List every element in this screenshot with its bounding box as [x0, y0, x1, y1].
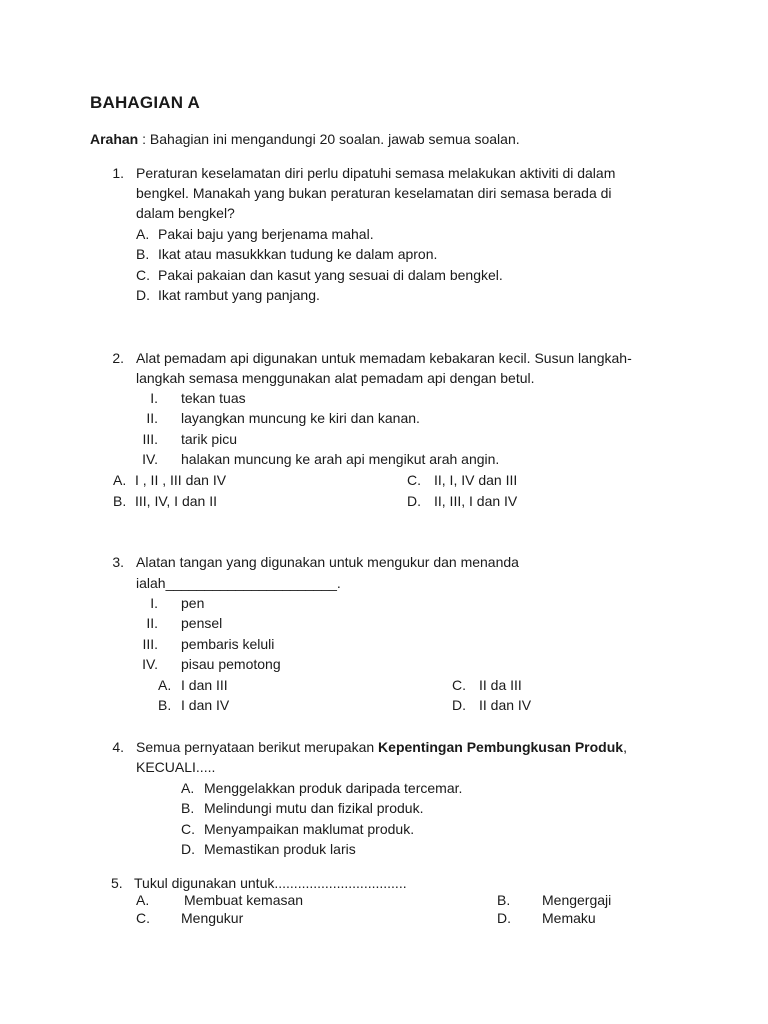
q4-stem-emphasis: Kepentingan Pembungkusan Produk — [378, 739, 624, 755]
q5-option-c-text: Mengukur — [181, 910, 244, 926]
q3-item-roman: I. — [150, 595, 158, 611]
q2-option-b-text: III, IV, I dan II — [135, 493, 217, 509]
instruction — [90, 129, 520, 149]
q3-option-d-text: II dan IV — [479, 697, 532, 713]
q1-option-d-letter: D. — [136, 287, 150, 303]
q1-option-a-letter: A. — [136, 226, 150, 242]
q2-option-c-text: II, I, IV dan III — [434, 472, 518, 488]
q5-option-b-text: Mengergaji — [542, 892, 612, 908]
q4-stem-text: Semua pernyataan berikut merupakan — [136, 739, 379, 755]
q3-option-c-letter: C. — [452, 677, 466, 693]
q3-item-roman: IV. — [142, 656, 158, 672]
q2-option-b-letter: B. — [113, 493, 127, 509]
section-title: BAHAGIAN A — [90, 93, 200, 112]
q2-item-roman: IV. — [142, 451, 158, 467]
q1-stem-line: dalam bengkel? — [136, 205, 235, 221]
q1-option-c-letter: C. — [136, 267, 150, 283]
q2-item-roman: III. — [142, 431, 158, 447]
q1-stem-line: Peraturan keselamatan diri perlu dipatuhi semasa melakukan aktiviti di dalam — [136, 165, 616, 181]
q1-option-b-letter: B. — [136, 246, 150, 262]
q2-number: 2. — [112, 350, 124, 366]
q3-option-b-letter: B. — [158, 697, 172, 713]
q3-option-a-letter: A. — [158, 677, 172, 693]
q4-option-a-letter: A. — [181, 780, 195, 796]
q3-stem-line: Alatan tangan yang digunakan untuk mengukur dan menanda — [136, 554, 519, 570]
q1-option-a-text: Pakai baju yang berjenama mahal. — [158, 226, 374, 242]
q3-option-a-text: I dan III — [181, 677, 228, 693]
q3-option-b-text: I dan IV — [181, 697, 230, 713]
q4-stem-line — [136, 737, 627, 757]
q2-option-c-letter: C. — [407, 472, 421, 488]
q3-option-d-letter: D. — [452, 697, 466, 713]
q4-stem-line: KECUALI..... — [136, 759, 216, 775]
q1-option-c-text: Pakai pakaian dan kasut yang sesuai di dalam bengkel. — [158, 267, 503, 283]
q2-item-text: tarik picu — [181, 431, 238, 447]
instruction-label: Arahan — [90, 131, 139, 147]
instruction-separator: : — [138, 131, 150, 147]
q4-option-d-text: Memastikan produk laris — [204, 841, 356, 857]
q5-option-a-text: Membuat kemasan — [184, 892, 304, 908]
q2-stem-line: Alat pemadam api digunakan untuk memadam kebakaran kecil. Susun langkah- — [136, 350, 632, 366]
q5-stem: Tukul digunakan untuk.................................. — [134, 875, 407, 891]
q2-item-text: tekan tuas — [181, 390, 246, 406]
q4-option-c-text: Menyampaikan maklumat produk. — [204, 821, 415, 837]
q3-option-c-text: II da III — [479, 677, 522, 693]
q3-stem-line: ialah______________________. — [136, 575, 341, 591]
q4-option-b-letter: B. — [181, 800, 195, 816]
q1-option-d-text: Ikat rambut yang panjang. — [158, 287, 320, 303]
q3-item-text: pisau pemotong — [181, 656, 281, 672]
q1-number: 1. — [112, 165, 124, 181]
q3-item-roman: II. — [146, 615, 158, 631]
q3-number: 3. — [112, 554, 124, 570]
q4-option-a-text: Menggelakkan produk daripada tercemar. — [204, 780, 463, 796]
q2-option-a-text: I , II , III dan IV — [135, 472, 227, 488]
q4-option-c-letter: C. — [181, 821, 195, 837]
q5-option-d-text: Memaku — [542, 910, 596, 926]
q2-stem-line: langkah semasa menggunakan alat pemadam api dengan betul. — [136, 370, 535, 386]
q4-number: 4. — [112, 739, 124, 755]
q4-option-b-text: Melindungi mutu dan fizikal produk. — [204, 800, 424, 816]
q2-option-d-text: II, III, I dan IV — [434, 493, 518, 509]
q2-item-text: layangkan muncung ke kiri dan kanan. — [181, 410, 420, 426]
instruction-text: Bahagian ini mengandungi 20 soalan. jawab semua soalan. — [149, 131, 520, 147]
q5-number: 5. — [111, 875, 123, 891]
q2-item-text: halakan muncung ke arah api mengikut arah angin. — [181, 451, 500, 467]
q1-stem-line: bengkel. Manakah yang bukan peraturan keselamatan diri semasa berada di — [136, 185, 612, 201]
q2-option-d-letter: D. — [407, 493, 421, 509]
q2-item-roman: II. — [146, 410, 158, 426]
q2-option-a-letter: A. — [113, 472, 127, 488]
q5-option-d-letter: D. — [497, 910, 511, 926]
q4-option-d-letter: D. — [181, 841, 195, 857]
q5-option-b-letter: B. — [497, 892, 511, 908]
q3-item-roman: III. — [142, 636, 158, 652]
q4-stem-comma: , — [623, 739, 627, 755]
q1-option-b-text: Ikat atau masukkkan tudung ke dalam apron. — [158, 246, 438, 262]
q2-item-roman: I. — [150, 390, 158, 406]
q5-option-a-letter: A. — [136, 892, 150, 908]
q5-option-c-letter: C. — [136, 910, 150, 926]
q3-item-text: pen — [181, 595, 205, 611]
q3-item-text: pensel — [181, 615, 223, 631]
q3-item-text: pembaris keluli — [181, 636, 275, 652]
